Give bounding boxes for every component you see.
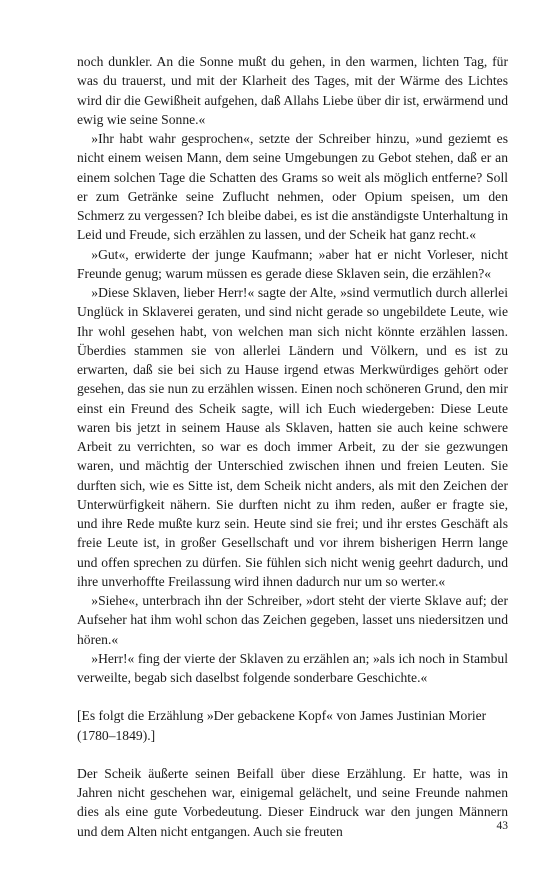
paragraph: »Ihr habt wahr gesprochen«, setzte der Schreiber hinzu, »und geziemt es nicht einem weisen Mann, dem seine Umgebungen zu Gebot stehen, daß er an einem solchen Tage die Schatten des Grams so weit als möglich entferne? Soll er zum Getränke seine Zuflucht nehmen, oder Opium speisen, um den Schmerz zu vergessen? Ich bleibe dabei, es ist die anständigste Unterhaltung in Leid und Freude, sich erzählen zu lassen, und der Scheik hat ganz recht.« bbox=[77, 131, 508, 243]
paragraph: »Diese Sklaven, lieber Herr!« sagte der Alte, »sind vermutlich durch allerlei Unglück in Sklaverei geraten, und sind nicht gerade so ungebildete Leute, wie Ihr wohl gesehen habt, von welchen man sich nicht könnte erzählen lassen. Überdies stammen sie von allerlei Ländern und Völkern, und es ist zu erwarten, daß sie bei sich zu Hause irgend etwas Merkwürdiges gehört oder gesehen, das sie nun zu erzählen wissen. Einen noch schöneren Grund, den mir einst ein Freund des Scheik sagte, will ich Euch wiedergeben: Diese Leute waren bis jetzt in seinem Hause als Sklaven, hatten sie auch keine schwere Arbeit zu verrichten, so war es doch immer Arbeit, zu der sie gezwungen waren, und mächtig der Unterschied zwischen ihnen und freien Leuten. Sie durften sich, wie es Sitte ist, dem Scheik nicht anders, als mit den Zeichen der Unterwürfigkeit nähern. Sie durften nicht zu ihm reden, außer er fragte sie, und ihre Rede mußte kurz sein. Heute sind sie frei; und ihr erstes Geschäft als freie Leute ist, in großer Gesellschaft und vor ihrem bisherigen Herrn lange und offen sprechen zu dürfen. Sie fühlen sich nicht wenig geehrt dadurch, und ihre unverhoffte Freilassung wird ihnen dadurch nur um so werter.« bbox=[77, 285, 508, 589]
paragraph: »Herr!« fing der vierte der Sklaven zu erzählen an; »als ich noch in Stambul verweilte, begab sich daselbst folgende sonderbare Geschichte.« bbox=[77, 650, 508, 685]
page-number: 43 bbox=[496, 820, 508, 832]
paragraph: noch dunkler. An die Sonne mußt du gehen, in den warmen, lichten Tag, für was du trauerst, und mit der Klarheit des Tages, mit der Wärme des Lichtes wird dir die Gewißheit aufgehen, daß Allahs Liebe über dir ist, erwärmend und ewig wie seine Sonne.« bbox=[77, 54, 508, 127]
paragraph: Der Scheik äußerte seinen Beifall über diese Erzählung. Er hatte, was in Jahren nicht geschehen war, einigemal gelächelt, und seine Freunde nahmen dies als eine gute Vorbedeutung. Dieser Eindruck war den jungen Männern und dem Alten nicht entgangen. Auch sie freuten bbox=[77, 765, 508, 839]
paragraph: »Gut«, erwiderte der junge Kaufmann; »aber hat er nicht Vorleser, nicht Freunde genug; warum müssen es gerade diese Sklaven sein, die erzählen?« bbox=[77, 246, 508, 281]
editorial-note: [Es folgt die Erzählung »Der gebackene Kopf« von James Justinian Morier (1780–1849).] bbox=[77, 708, 487, 743]
page-body bbox=[77, 52, 508, 841]
paragraph: »Siehe«, unterbrach ihn der Schreiber, »dort steht der vierte Sklave auf; der Aufseher hat ihm wohl schon das Zeichen gegeben, lasset uns niedersitzen und hören.« bbox=[77, 593, 508, 647]
